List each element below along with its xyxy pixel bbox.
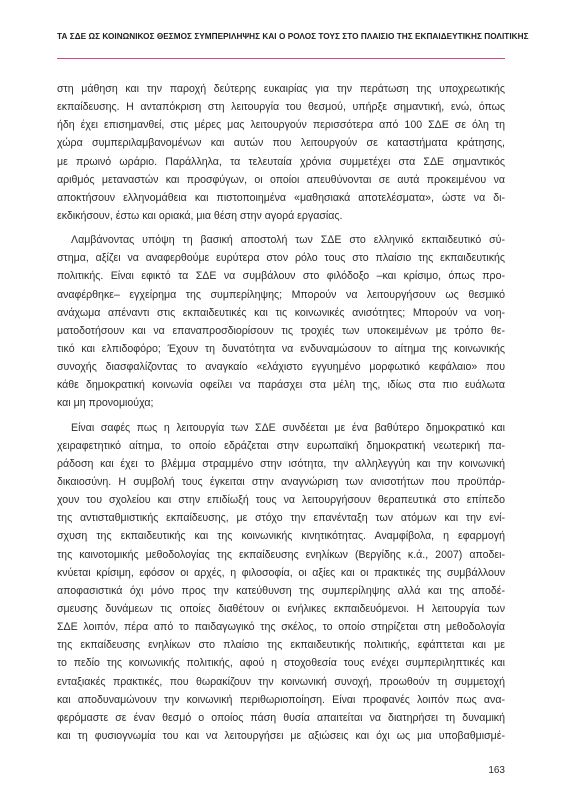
text-line: δικαιοσύνη. Η συμβολή τους έγκειται στην αναγνώριση των ανισοτήτων που προϋπάρ-: [57, 475, 505, 488]
text-line: Λαμβάνοντας υπόψη τη βασική αποστολή των ΣΔΕ στο ελληνικό εκπαιδευτικό σύ-: [71, 234, 505, 247]
text-line: της αντισταθμιστικής εκπαίδευσης, με στόχο την επανένταξη των ατόμων και την ενί-: [57, 512, 505, 525]
text-line: της εκπαίδευσης ενηλίκων στο πλαίσιο της εκπαιδευτικής πολιτικής, εφάπτεται και με: [57, 639, 505, 652]
text-line: εκδικήσουν, έστω και οριακά, μια θέση στην αγορά εργασίας.: [57, 209, 343, 222]
body-text: [57, 80, 505, 751]
text-line: και αποδυναμώνουν την κοινωνική περιθωριοποίηση. Είναι προφανές λοιπόν πως ανα-: [57, 693, 505, 706]
text-line: συνοχής διασφαλίζοντας το αναγκαίο «ελάχιστο εγγυημένο μορφωτικό κεφάλαιο» που: [57, 361, 505, 374]
text-line: και μη προνομιούχα;: [57, 397, 154, 410]
text-line: με πρωινό ωράριο. Παράλληλα, τα τελευταία χρόνια συμμετέχει στα ΣΔΕ σημαντικός: [57, 155, 505, 168]
text-line: στη μάθηση και την παροχή δεύτερης ευκαιρίας για την περάτωση της υποχρεωτικής: [57, 83, 505, 95]
text-line: σχυση της εκπαιδευτικής και της κοινωνικής κινητικότητας. Αναμφίβολα, η εφαρμογή: [57, 530, 505, 543]
text-line: αναφέρθηκε– εγχείρημα της συμπερίληψης; Μπορούν να λειτουργήσουν ως θεσμικό: [57, 288, 505, 301]
text-line: κάθε δημοκρατική κοινωνία οφείλει να παράσχει στα μέλη της, ιδίως στα πιο ευάλωτα: [57, 379, 505, 392]
text-line: αποφασιστικά όχι μόνο προς την κατεύθυνση της συμπερίληψης αλλά και της αποδέ-: [57, 584, 505, 597]
text-line: χώρα συμπεριλαμβανομένων και αυτών που λειτουργούν σε καταστήματα κράτησης,: [57, 137, 505, 150]
text-line: πολιτικής. Είναι εφικτό τα ΣΔΕ να συμβάλουν στο φιλόδοξο –και κρίσιμο, όπως προ-: [57, 270, 505, 283]
text-line: χουν του σχολείου και στην επιδίωξή τους να λειτουργήσουν θεραπευτικά στο επίπεδο: [57, 494, 505, 507]
text-line: τικό και ελπιδοφόρο; Έχουν τη δυνατότητα να ενδυναμώσουν το αίτημα της κοινωνικής: [57, 342, 505, 355]
text-line: της καινοτομικής μεθοδολογίας της εκπαίδευσης ενηλίκων (Βεργίδης κ.ά., 2007) αποδει-: [57, 548, 505, 561]
text-line: ράδοση και έχει το βλέμμα στραμμένο στην ισότητα, την αλληλεγγύη και την κοινωνική: [57, 457, 505, 470]
text-line: χειραφετητικό αίτημα, το οποίο εδράζεται στην ευρωπαϊκή δημοκρατική νεωτερική πα-: [57, 439, 505, 452]
text-line: κνύεται κρίσιμη, εφόσον οι αρχές, η φιλοσοφία, οι αξίες και οι πρακτικές της συμβάλλουν: [57, 566, 505, 579]
paragraph-1: [57, 80, 505, 225]
text-line: φερόμαστε σε έναν θεσμό ο οποίος πάση θυσία απαιτείται να διατηρήσει τη δυναμική: [57, 711, 505, 724]
running-header: ΤΑ ΣΔΕ ΩΣ ΚΟΙΝΩΝΙΚΟΣ ΘΕΣΜΟΣ ΣΥΜΠΕΡΙΛΗΨΗΣ ΚΑΙ Ο ΡΟΛΟΣ ΤΟΥΣ ΣΤΟ ΠΛΑΙΣΙΟ ΤΗΣ ΕΚΠΑΙΔΕΥΤΙΚΗΣ ΠΟΛΙΤΙΚΗΣ: [57, 32, 529, 41]
text-line: Είναι σαφές πως η λειτουργία των ΣΔΕ συνδέεται με ένα βαθύτερο δημοκρατικό και: [71, 421, 505, 434]
text-line: το πεδίο της κοινωνικής πολιτικής, αφού η στοχοθεσία τους ενέχει συμπεριληπτικές και: [57, 657, 505, 670]
text-line: σμευσης δυνάμεων τις οποίες διαθέτουν οι ενήλικες εκπαιδευόμενοι. Η λειτουργία των: [57, 602, 505, 615]
text-line: αριθμός μεταναστών και προσφύγων, οι οποίοι απευθύνονται σε αυτά προκειμένου να: [57, 173, 505, 186]
text-line: στημα, αξίζει να αναφερθούμε ευρύτερα στον ρόλο τους στο πλαίσιο της εκπαιδευτικής: [57, 252, 505, 265]
text-line: ήδη έχει επισημανθεί, στις μέρες μας λειτουργούν περισσότερα από 100 ΣΔΕ σε όλη τη: [57, 119, 505, 132]
page-number: 163: [488, 765, 505, 776]
paragraph-2: [57, 231, 505, 412]
text-line: ενταξιακές πρακτικές, που θωρακίζουν την κοινωνική συνοχή, προωθούν τη συμμετοχή: [57, 675, 505, 688]
text-line: ΣΔΕ λοιπόν, πέρα από το παιδαγωγικό της σκέλος, το οποίο στηρίζεται στη μεθοδολογία: [57, 621, 505, 634]
header-rule: [57, 58, 505, 59]
text-line: ανάχωμα απέναντι στις εκπαιδευτικές και τις κοινωνικές ανισότητες; Μπορούν να νοη-: [57, 306, 505, 319]
text-line: και τη φυσιογνωμία του και να λειτουργήσει με αξιώσεις και όχι ως μια υποβαθμισμέ-: [57, 729, 505, 742]
text-line: αποκτήσουν ελληνομάθεια και πιστοποιημένα «μαθησιακά αποτελέσματα», ώστε να δι-: [57, 191, 505, 204]
text-line: εκπαίδευσης. Η ανταπόκριση στη λειτουργία του θεσμού, υπήρξε σημαντική, ενώ, όπως: [57, 101, 505, 114]
paragraph-3: [57, 419, 505, 746]
text-line: ματοδοτήσουν και να επαναπροσδιορίσουν τις τροχιές των υποκειμένων με τρόπο θε-: [57, 324, 505, 337]
